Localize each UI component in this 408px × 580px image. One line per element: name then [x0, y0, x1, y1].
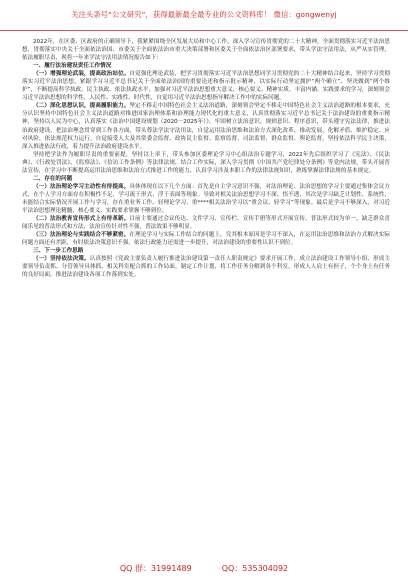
section-2-paragraph-2: [22, 215, 390, 231]
section-2-paragraph-1: [22, 183, 390, 215]
paragraph-text: 自觉强化理论武装，把学习贯彻落实习近平法治思想同学习贯彻党的二十大精神结合起来，坚持学习贯彻落实习近平法治思想，紧跟学习习近平总书记关于全面依法治国的重要论述和指示批示精神，以实际行动坚定拥护“两个确立”、坚决做到“两个维护”，不断提高科学执政、民主执政、依法执政水平，加强对习近平法治思想重大意义、核心要义、精神实质、丰富内涵、实践要求的学习，深刻领会习近平法治思想的科学性、人民性、实践性、时代性，自觉用习近平法治思想指导解决工作中的实际问题。: [22, 71, 390, 102]
section-2-paragraph-3: [22, 231, 390, 247]
section-1-paragraph-1: [22, 70, 390, 102]
header-banner-text: 关注头条号“公文研究”，获得最新最全最专业的公文资料库！ 微信：gongwenyj: [71, 10, 337, 19]
section-1-paragraph-2: [22, 102, 390, 150]
intro-paragraph: 2022年，在区委、区政府的正确领导下，我紧紧围绕全区发展大局和中心工作，深入学习宣传贯彻党的二十大精神，全面贯彻落实习近平法治思想，贯彻落实中央关于全面依法治国、市委关于全面依法治市重大决策部署和区委关于全面依法治区部署要求，带头学法守法用法，从严从实管理，依法履职尽责，现将一年来学法守法用法情况报告如下：: [22, 39, 390, 62]
section-1-heading: 一、履行法治建设责任工作情况: [33, 63, 112, 70]
subheading-2-2: （二）法治教育宣传形式上有待革新。: [33, 216, 130, 223]
section-1-paragraph-3: 坚持把学法作为履职尽责的重要前提，坚持以上率下，带头参加区委理论学习中心组法治专题学习，2022年先后组织学习了《宪法》、《民法典》、《行政处罚法》、《监察法》、《信访工作条例》等法律法规，结合工作实际，深入学习贯彻《中国共产党纪律处分条例》等党内法规，带头开展普法宣传，在学习中不断提高运用法治思维和法治方式推进工作的能力，认真学习涉及本职工作的法律法规知识，熟练掌握法律法规的基本规定。: [22, 151, 390, 174]
footer-qq-group: QQ 群：31991489: [119, 563, 192, 573]
footer-contacts: [0, 556, 408, 580]
document-body: [22, 38, 390, 550]
paragraph-text: 在理论学习与实际工作结合的问题上，究其根本原因是学习不深入，在运用法治思维和法治方式解决实际问题方面还有差距，有时依法决策意识不强，依法行政能力还需进一步提升，对法治建设的重要性认识不到位。: [22, 232, 390, 247]
subheading-1-1: （一）增强理论武装，提高政治站位。: [33, 71, 130, 78]
paragraph-text: 认真按照《党政主要负责人履行推进法治建设第一责任人职责规定》要求开展工作，成立法治建设工作领导小组，形成主要领导负责抓、分管领导具体抓、相关科室配合抓的工作局面。制定工作计划，将工作任务分解到各个科室，形成人人肩上有担子，个个身上有任务的良好局面，推进法治建设各项工作落到实处。: [22, 256, 390, 279]
subheading-2-1: （一）法治理论学习主动性有待提高。: [33, 183, 130, 190]
subheading-2-3: （三）法治理论与实践结合不够紧密。: [33, 232, 130, 239]
footer-qq: QQ：535304092: [221, 563, 289, 573]
section-2-heading: 二、存在的问题: [33, 175, 73, 182]
paragraph-text: 具体体现在以下几个方面：首先是自主学习意识不强，对法治理论、法治思想的学习主要通过集体会议方式，在个人学习方面存在积极性不足，学习流于形式、浮于表面等现象。导致对相关法治思想学习不深、悟不透，其次是学习缺乏计划性、系统性，未能结合实际情况开展工作与学习，存在重业务工作、轻理论学习、重****相关法治学习以“重会议、轻学习”等现象。最后是学习不够深入，对习近平法治思想理论精髓、核心要义、实践要求掌握不够到位。: [22, 183, 390, 214]
subheading-1-2: （二）深化思想认识，提高履职能力。: [33, 103, 130, 110]
paragraph-text: 目前主要通过会议传达、文件学习、宣传栏、宣传手册等形式开展宣传，普法形式较为单一，缺乏群众喜闻乐见的普法形式和方法，法治宣传针对性不强，普法效果不够明显。: [22, 216, 390, 231]
subheading-3-1: （一）坚持依法决策。: [33, 256, 90, 263]
section-3-paragraph-1: [22, 255, 390, 279]
section-3-heading: 三、下一步工作思路: [33, 248, 84, 255]
header-banner: [0, 0, 408, 31]
paragraph-text: 坚定不移走中国特色社会主义法治道路，深刻领会坚定不移走中国特色社会主义法治道路的根本要求，充分认识坚持中国特色社会主义法治道路对推进国家治理体系和治理能力现代化的重大意义，认真贯彻落实习近平总书记关于法治建设的重要指示精神，坚持以人民为中心，认真落实《法治中国建设规划（2020－2025年）》，牢固树立法治意识、规则意识、程序意识，带头遵守宪法法律，推进法治政府建设，把法治理念贯穿到工作各方面，带头尊法学法守法用法，自觉运用法治思维和法治方式深化改革、推动发展、化解矛盾、维护稳定、应对风险，依法规范权力运行，自觉接受人大及其常委会监督、政协民主监督、监察监督、司法监督、群众监督、舆论监督，坚持依法科学民主决策，深入推进依法行政，着力提升法治政府建设水平。: [22, 103, 390, 150]
